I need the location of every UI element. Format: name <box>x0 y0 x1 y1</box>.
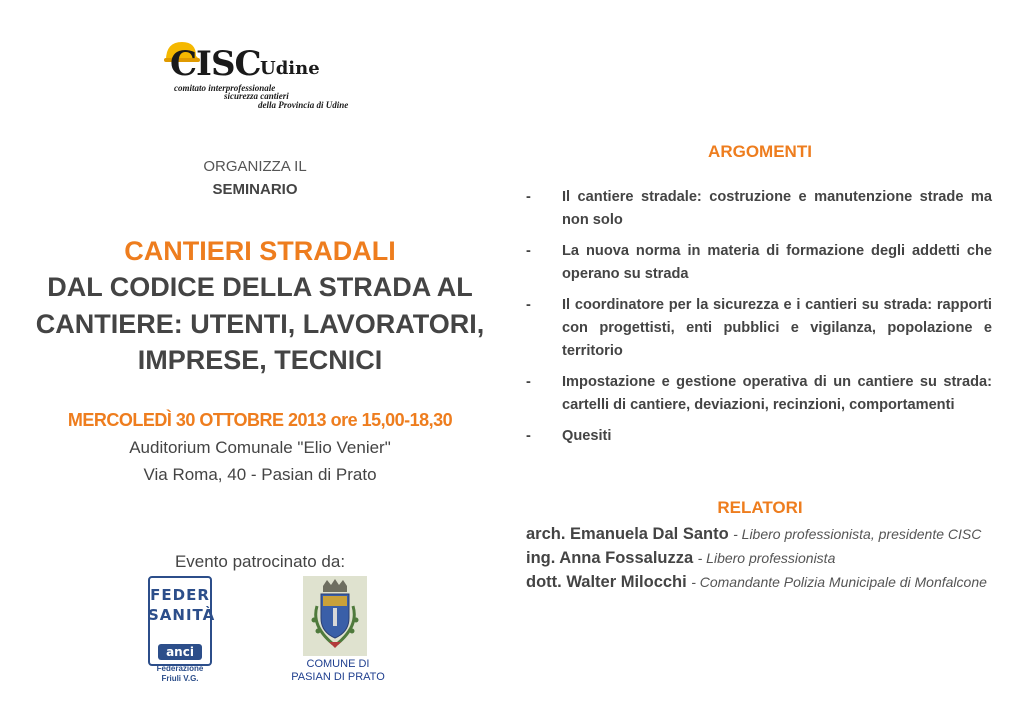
bullet-dash: - <box>526 374 531 390</box>
coat-of-arms-icon <box>303 576 367 656</box>
topic-item <box>526 294 992 363</box>
bullet-dash: - <box>526 243 531 259</box>
federsanita-logo <box>148 576 216 686</box>
speaker-role: - Libero professionista, presidente CISC <box>733 526 982 542</box>
comune-name-1: COMUNE DI <box>306 658 370 670</box>
anci-badge: anci <box>158 644 202 660</box>
topic-item <box>526 425 992 448</box>
topic-text: Quesiti <box>562 428 612 444</box>
seminar-title-line: DAL CODICE DELLA STRADA AL <box>47 272 473 302</box>
topic-item <box>526 371 992 417</box>
speaker-role: - Comandante Polizia Municipale di Monfalcone <box>691 574 987 590</box>
sponsors-label: Evento patrocinato da: <box>174 552 346 571</box>
speaker-name: ing. Anna Fossaluzza <box>526 549 694 567</box>
topic-text: Il coordinatore per la sicurezza e i cantieri su strada: rapporti con progettisti, enti pubblici e vigilanza, popolazione e territorio <box>562 297 992 359</box>
event-address: Via Roma, 40 - Pasian di Prato <box>143 465 377 484</box>
comune-name-2: PASIAN DI PRATO <box>291 671 385 683</box>
event-datetime: MERCOLEDÌ 30 OTTOBRE 2013 ore 15,00-18,30 <box>67 410 453 430</box>
bullet-dash: - <box>526 297 531 313</box>
event-venue: Auditorium Comunale "Elio Venier" <box>129 438 391 457</box>
topic-item <box>526 186 992 232</box>
cisc-logo <box>162 38 362 118</box>
speakers-heading: RELATORI <box>717 498 803 517</box>
topic-item <box>526 240 992 286</box>
speaker-name: dott. Walter Milocchi <box>526 573 687 591</box>
speaker-entry <box>526 549 1006 568</box>
topic-text: Il cantiere stradale: costruzione e manutenzione strade ma non solo <box>562 189 992 228</box>
comune-logo <box>291 576 396 686</box>
logo-tagline-2: sicurezza cantieri <box>224 91 289 101</box>
logo-name: CISC <box>170 44 261 84</box>
federsanita-word-1: FEDER <box>150 586 210 604</box>
topic-text: La nuova norma in materia di formazione degli addetti che operano su strada <box>562 243 992 282</box>
bullet-dash: - <box>526 428 531 444</box>
logo-city: Udine <box>260 58 320 79</box>
seminar-title-line: CANTIERE: UTENTI, LAVORATORI, <box>35 309 485 339</box>
speaker-entry <box>526 525 1006 544</box>
topics-heading: ARGOMENTI <box>708 142 812 161</box>
seminar-title-highlight: CANTIERI STRADALI <box>124 236 396 266</box>
federsanita-subtitle-1: Federazione <box>156 664 204 673</box>
logo-tagline-3: della Provincia di Udine <box>258 100 349 110</box>
speaker-entry <box>526 573 1006 592</box>
bullet-dash: - <box>526 189 531 205</box>
seminar-title-line: IMPRESE, TECNICI <box>137 345 383 375</box>
topics-list <box>526 186 992 456</box>
organizes-label: ORGANIZZA IL <box>203 158 307 175</box>
logo-tagline-1: comitato interprofessionale <box>174 83 276 93</box>
federsanita-word-2: SANITÀ <box>148 606 216 624</box>
speaker-name: arch. Emanuela Dal Santo <box>526 525 729 543</box>
event-type-label: SEMINARIO <box>212 181 298 198</box>
federsanita-subtitle-2: Friuli V.G. <box>161 674 199 683</box>
topic-text: Impostazione e gestione operativa di un cantiere su strada: cartelli di cantiere, deviazioni, recinzioni, comportamenti <box>562 374 992 413</box>
speaker-role: - Libero professionista <box>697 550 836 566</box>
